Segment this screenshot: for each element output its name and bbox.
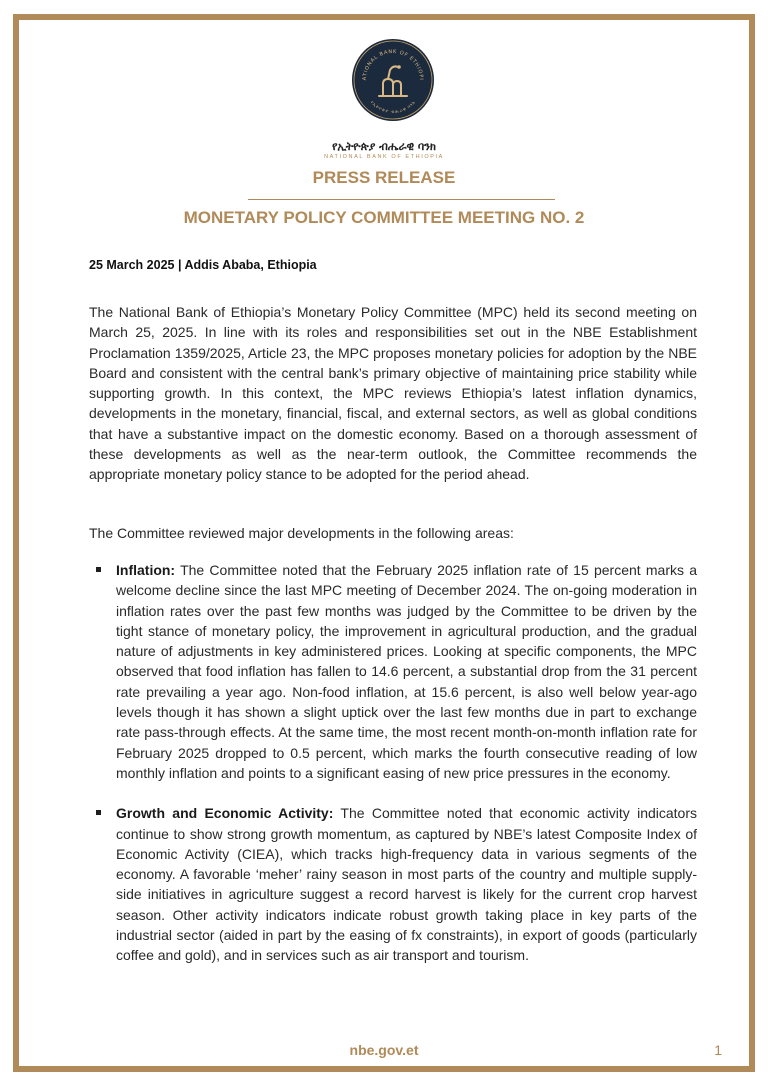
website-link[interactable]: nbe.gov.et [349, 1042, 419, 1058]
intro-paragraph: The National Bank of Ethiopia’s Monetary Policy Committee (MPC) held its second meeting on March 25, 2025. In line with its roles and responsibilities set out in the NBE Establishment Proclamation 1359/2025, Article 23, the MPC proposes monetary policies for adoption by the NBE Board and consistent with the central bank’s primary objective of maintaining price stability while supporting growth. In this context, the MPC reviews Ethiopia’s latest inflation dynamics, developments in the monetary, financial, fiscal, and external sectors, as well as global conditions that have a substantive impact on the domestic economy. Based on a thorough assessment of these developments as well as the near-term outlook, the Committee recommends the appropriate monetary policy stance to be adopted for the period ahead. [89, 304, 697, 483]
square-bullet-icon [96, 810, 101, 815]
logo-ring-text-amharic: የኢትዮጵያ ብሔራዊ ባንክ [369, 100, 417, 116]
title-divider [248, 199, 555, 200]
list-item-growth [89, 803, 697, 965]
bullet-title: Inflation: [116, 562, 176, 578]
bullet-text: The Committee noted that economic activity indicators continue to show strong growth momentum, as captured by NBE’s latest Composite Index of Economic Activity (CIEA), which tracks high-frequency data in various segments of the economy. A favorable ‘meher’ rainy season in most parts of the country and multiple supply-side initiatives in agriculture suggest a record harvest is likely for the current crop harvest season. Other activity indicators indicate robust growth taking place in key parts of the industrial sector (aided in part by the easing of fx constraints), in export of goods (particularly coffee and gold), and in services such as air transport and tourism. [116, 805, 697, 964]
list-item-inflation [89, 560, 697, 783]
press-release-page [13, 14, 755, 1072]
logo-ring-text: ATIONAL BANK OF ETHIOPI [361, 48, 425, 81]
bullet-text: The Committee noted that the February 2025 inflation rate of 15 percent marks a welcome decline since the last MPC meeting of December 2024. The on-going moderation in inflation rates over the past few months was judged by the Committee to be driven by the tight stance of monetary policy, the improvement in agricultural production, and the gradual nature of adjustments in key administered prices. Looking at specific components, the MPC observed that food inflation has fallen to 14.6 percent, a substantial drop from the 31 percent rate prevailing a year ago. Non-food inflation, at 15.6 percent, is also well below year-ago levels though it has shown a slight uptick over the last few months due in part to exchange rate pass-through effects. At the same time, the most recent month-on-month inflation rate for February 2025 dropped to 0.5 percent, which marks the fourth consecutive reading of low monthly inflation and points to a significant easing of new price pressures in the economy. [116, 562, 697, 781]
nbe-emblem-icon [351, 38, 435, 122]
bank-name-amharic: የኢትዮጵያ ብሔራዊ ባንክ [332, 140, 436, 153]
meeting-title: MONETARY POLICY COMMITTEE MEETING NO. 2 [183, 208, 585, 227]
square-bullet-icon [96, 567, 101, 572]
developments-list [89, 560, 697, 966]
page-number: 1 [714, 1042, 722, 1058]
areas-intro-paragraph: The Committee reviewed major developments in the following areas: [89, 525, 514, 541]
bullet-title: Growth and Economic Activity: [116, 805, 334, 822]
bank-name-english: NATIONAL BANK OF ETHIOPIA [324, 154, 444, 160]
press-release-label: PRESS RELEASE [312, 168, 456, 187]
dateline: 25 March 2025 | Addis Ababa, Ethiopia [89, 258, 317, 272]
